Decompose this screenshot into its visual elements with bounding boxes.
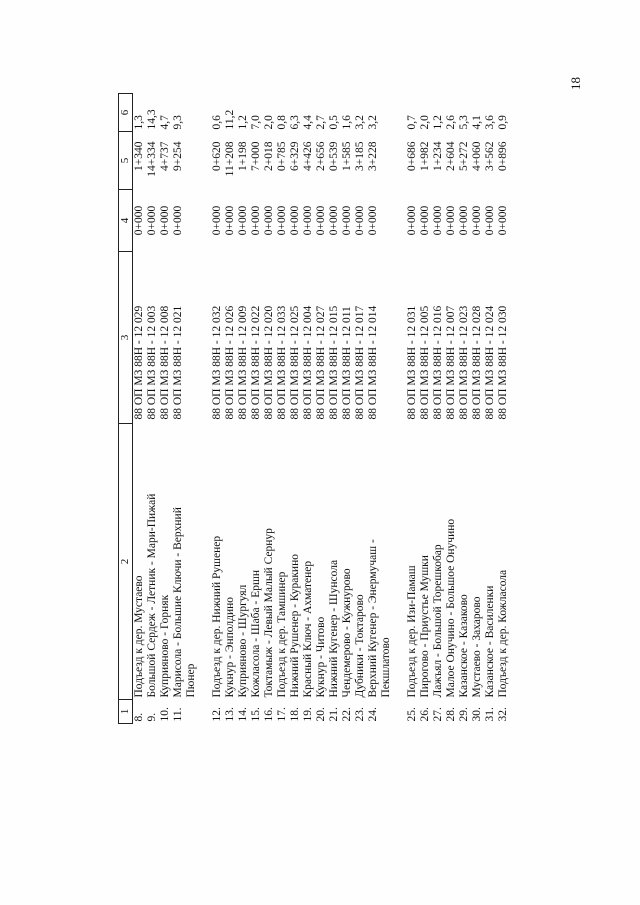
- road-code-cell: 88 ОП МЗ 88Н - 12 004: [302, 305, 314, 420]
- road-name-cell: Подъезд к дер. Тамшинер: [276, 571, 288, 698]
- row-number-cell: 15.: [250, 707, 262, 722]
- road-name-cell: Малое Онучино - Большое Онучино: [445, 518, 457, 698]
- road-code-cell: 88 ОП МЗ 88Н - 12 007: [445, 305, 457, 420]
- row-number-cell: 14.: [237, 707, 249, 722]
- start-km-cell: 0+000: [484, 205, 496, 236]
- road-name-cell: Подъезд к дер. Мустаево: [133, 575, 145, 698]
- start-km-cell: 0+000: [315, 205, 327, 236]
- table-row: [172, 94, 185, 724]
- length-km-cell: 14,3: [146, 109, 158, 130]
- row-number-cell: 28.: [445, 707, 457, 722]
- column-header: 5: [119, 132, 133, 190]
- length-km-cell: 4,1: [471, 115, 483, 130]
- road-code-cell: 88 ОП МЗ 88Н - 12 024: [484, 305, 496, 420]
- table-row: [133, 94, 147, 724]
- length-km-cell: 3,6: [484, 115, 496, 130]
- end-km-cell: 9+254: [172, 141, 184, 171]
- start-km-cell: [380, 190, 393, 252]
- road-code-cell: 88 ОП МЗ 88Н - 12 030: [497, 305, 509, 420]
- table-row: [237, 94, 250, 724]
- road-name-cell: Кожласола - Шаба - Ершн: [250, 570, 262, 698]
- road-code-cell: 88 ОП МЗ 88Н - 12 020: [263, 305, 275, 420]
- road-code-cell: [380, 252, 393, 424]
- road-name-cell: Токтамыж - Левый Малый Сернур: [263, 528, 275, 698]
- length-km-cell: 0,6: [211, 115, 223, 130]
- row-number-cell: [185, 700, 198, 724]
- start-km-cell: 0+000: [458, 205, 470, 236]
- road-name-cell: Мустаево - Захарово: [471, 596, 483, 698]
- start-km-cell: 0+000: [211, 205, 223, 236]
- start-km-cell: 0+000: [250, 205, 262, 236]
- column-header: 4: [119, 190, 133, 252]
- end-km-cell: 0+896: [497, 141, 509, 171]
- end-km-cell: 1+340: [133, 141, 145, 171]
- row-number-cell: 16.: [263, 707, 275, 722]
- start-km-cell: 0+000: [172, 205, 184, 236]
- spacer-row: [393, 94, 406, 724]
- end-km-cell: 4+737: [159, 141, 171, 171]
- end-km-cell: 2+604: [445, 141, 457, 171]
- road-code-cell: 88 ОП МЗ 88Н - 12 033: [276, 305, 288, 420]
- road-name-cell: Нижний Рушенер - Куракино: [289, 554, 301, 698]
- end-km-cell: 2+018: [263, 141, 275, 171]
- start-km-cell: 0+000: [133, 205, 145, 236]
- length-km-cell: [185, 94, 198, 132]
- road-code-cell: 88 ОП МЗ 88Н - 12 031: [406, 305, 418, 420]
- road-code-cell: 88 ОП МЗ 88Н - 12 015: [328, 305, 340, 420]
- start-km-cell: 0+000: [146, 205, 158, 236]
- row-number-cell: 32.: [497, 707, 509, 722]
- road-code-cell: 88 ОП МЗ 88Н - 12 009: [237, 305, 249, 420]
- row-number-cell: 29.: [458, 707, 470, 722]
- end-km-cell: 0+686: [406, 141, 418, 171]
- roads-table: [118, 93, 510, 724]
- length-km-cell: [380, 94, 393, 132]
- table-row: [211, 94, 224, 724]
- road-name-cell: Казанское - Василенки: [484, 585, 496, 698]
- column-header: 2: [119, 424, 133, 700]
- road-name-cell: Дубники - Токтарово: [354, 594, 366, 698]
- end-km-cell: 3+185: [354, 141, 366, 171]
- road-name-cell: Лажъял - Большой Торешкобар: [432, 544, 444, 698]
- row-number-cell: 13.: [224, 707, 236, 722]
- start-km-cell: 0+000: [159, 205, 171, 236]
- start-km-cell: 0+000: [419, 205, 431, 236]
- length-km-cell: 2,7: [315, 115, 327, 130]
- table-row: [289, 94, 302, 724]
- row-number-cell: 10.: [159, 707, 171, 722]
- road-name-cell: Казанское - Казаково: [458, 594, 470, 698]
- row-number-cell: 17.: [276, 707, 288, 722]
- column-header: 1: [119, 700, 133, 724]
- table-row: [276, 94, 289, 724]
- end-km-cell: 1+198: [237, 141, 249, 171]
- end-km-cell: 6+329: [289, 141, 301, 171]
- road-code-cell: 88 ОП МЗ 88Н - 12 017: [354, 305, 366, 420]
- end-km-cell: 0+620: [211, 141, 223, 171]
- road-code-cell: 88 ОП МЗ 88Н - 12 022: [250, 305, 262, 420]
- road-name-cell: Марисола - Большие Ключи - Верхний: [172, 507, 184, 698]
- table-row: [250, 94, 263, 724]
- table-row: [341, 94, 354, 724]
- length-km-cell: 7,0: [250, 115, 262, 130]
- start-km-cell: 0+000: [276, 205, 288, 236]
- start-km-cell: 0+000: [341, 205, 353, 236]
- road-code-cell: 88 ОП МЗ 88Н - 12 003: [146, 305, 158, 420]
- table-header-row: [119, 94, 133, 724]
- length-km-cell: 1,2: [432, 115, 444, 130]
- length-km-cell: 0,7: [406, 115, 418, 130]
- length-km-cell: 2,0: [419, 115, 431, 130]
- road-code-cell: 88 ОП МЗ 88Н - 12 005: [419, 305, 431, 420]
- road-code-cell: 88 ОП МЗ 88Н - 12 008: [159, 305, 171, 420]
- road-code-cell: 88 ОП МЗ 88Н - 12 021: [172, 305, 184, 420]
- start-km-cell: 0+000: [354, 205, 366, 236]
- table-row: [315, 94, 328, 724]
- end-km-cell: 3+562: [484, 141, 496, 171]
- end-km-cell: 4+426: [302, 141, 314, 171]
- road-code-cell: 88 ОП МЗ 88Н - 12 016: [432, 305, 444, 420]
- length-km-cell: 1,2: [237, 115, 249, 130]
- table-row: [367, 94, 380, 724]
- road-code-cell: 88 ОП МЗ 88Н - 12 028: [471, 305, 483, 420]
- row-number-cell: 23.: [354, 707, 366, 722]
- end-km-cell: 4+060: [471, 141, 483, 171]
- column-header: 6: [119, 94, 133, 132]
- road-code-cell: 88 ОП МЗ 88Н - 12 011: [341, 306, 353, 420]
- table-row-continuation: [185, 94, 198, 724]
- road-name-cell: Пирогово - Приустье Мушки: [419, 555, 431, 698]
- start-km-cell: 0+000: [367, 205, 379, 236]
- length-km-cell: 3,2: [354, 115, 366, 130]
- row-number-cell: 31.: [484, 707, 496, 722]
- length-km-cell: 4,4: [302, 115, 314, 130]
- table-row: [419, 94, 432, 724]
- end-km-cell: 1+982: [419, 141, 431, 171]
- length-km-cell: 0,5: [328, 115, 340, 130]
- row-number-cell: 25.: [406, 707, 418, 722]
- end-km-cell: 14+334: [146, 141, 158, 177]
- road-code-cell: [185, 252, 198, 424]
- road-name-cell: Подъезд к дер. Изи-Памаш: [406, 565, 418, 698]
- length-km-cell: 0,8: [276, 115, 288, 130]
- table-row: [458, 94, 471, 724]
- length-km-cell: 2,0: [263, 115, 275, 130]
- row-number-cell: 26.: [419, 707, 431, 722]
- end-km-cell: 0+539: [328, 141, 340, 171]
- start-km-cell: 0+000: [224, 205, 236, 236]
- table-row: [146, 94, 159, 724]
- road-code-cell: 88 ОП МЗ 88Н - 12 027: [315, 305, 327, 420]
- end-km-cell: 3+228: [367, 141, 379, 171]
- start-km-cell: 0+000: [302, 205, 314, 236]
- table-row: [302, 94, 315, 724]
- end-km-cell: 2+656: [315, 141, 327, 171]
- table-row: [471, 94, 484, 724]
- start-km-cell: 0+000: [432, 205, 444, 236]
- column-header: 3: [119, 252, 133, 424]
- length-km-cell: 2,6: [445, 115, 457, 130]
- table-row: [484, 94, 497, 724]
- row-number-cell: 22.: [341, 707, 353, 722]
- end-km-cell: 1+585: [341, 141, 353, 171]
- road-name-cell: Куприяново - Шургуял: [237, 584, 249, 698]
- start-km-cell: 0+000: [237, 205, 249, 236]
- road-name-cell: Верхний Кугенер - Энермучаш -: [367, 539, 379, 698]
- road-code-cell: 88 ОП МЗ 88Н - 12 032: [211, 305, 223, 420]
- length-km-cell: 3,2: [367, 115, 379, 130]
- row-number-cell: 20.: [315, 707, 327, 722]
- table-row: [354, 94, 367, 724]
- road-code-cell: 88 ОП МЗ 88Н - 12 026: [224, 305, 236, 420]
- row-number-cell: 24.: [367, 707, 379, 722]
- road-code-cell: 88 ОП МЗ 88Н - 12 025: [289, 305, 301, 420]
- table-body: [133, 94, 511, 724]
- end-km-cell: 1+234: [432, 141, 444, 171]
- length-km-cell: 1,3: [133, 115, 145, 130]
- length-km-cell: 5,3: [458, 115, 470, 130]
- end-km-cell: 0+785: [276, 141, 288, 171]
- row-number-cell: 9.: [146, 712, 158, 722]
- road-name-cell: Пекшлатово: [380, 637, 392, 698]
- road-name-cell: Подъезд к дер. Кожласола: [497, 569, 509, 698]
- road-name-cell: Куприяново - Горняк: [159, 594, 171, 698]
- length-km-cell: 4,7: [159, 115, 171, 130]
- table-row: [497, 94, 510, 724]
- table-row: [159, 94, 172, 724]
- road-code-cell: 88 ОП МЗ 88Н - 12 023: [458, 305, 470, 420]
- road-name-cell: Большой Сердеж - Летник - Мари-Пижай: [146, 493, 158, 698]
- row-number-cell: 8.: [133, 712, 145, 722]
- start-km-cell: 0+000: [497, 205, 509, 236]
- road-name-cell: Кукнур - Энполдино: [224, 596, 236, 698]
- end-km-cell: [380, 132, 393, 190]
- start-km-cell: 0+000: [263, 205, 275, 236]
- road-name-cell: Красный Ключ - Ахматенер: [302, 560, 314, 698]
- road-name-cell: Кукнур - Читово: [315, 616, 327, 698]
- row-number-cell: [380, 700, 393, 724]
- table-row: [432, 94, 445, 724]
- road-name-cell: Подъезд к дер. Нижний Рушенер: [211, 535, 223, 698]
- row-number-cell: 21.: [328, 707, 340, 722]
- row-number-cell: 12.: [211, 707, 223, 722]
- table-row: [224, 94, 237, 724]
- table-row-continuation: [380, 94, 393, 724]
- row-number-cell: 30.: [471, 707, 483, 722]
- row-number-cell: 27.: [432, 707, 444, 722]
- road-name-cell: Нижний Кугенер - Шунсола: [328, 559, 340, 698]
- length-km-cell: 1,6: [341, 115, 353, 130]
- roads-table-rotated: [118, 94, 570, 724]
- row-number-cell: 19.: [302, 707, 314, 722]
- length-km-cell: 0,9: [497, 115, 509, 130]
- length-km-cell: 9,3: [172, 115, 184, 130]
- end-km-cell: [185, 132, 198, 190]
- end-km-cell: 11+208: [224, 141, 236, 177]
- table-row: [445, 94, 458, 724]
- length-km-cell: 11,2: [224, 109, 236, 130]
- row-number-cell: 18.: [289, 707, 301, 722]
- road-code-cell: 88 ОП МЗ 88Н - 12 014: [367, 305, 379, 420]
- end-km-cell: 7+000: [250, 141, 262, 171]
- table-row: [328, 94, 341, 724]
- road-name-cell: Чендемерово - Кужнурово: [341, 568, 353, 698]
- start-km-cell: 0+000: [289, 205, 301, 236]
- table-row: [263, 94, 276, 724]
- start-km-cell: 0+000: [445, 205, 457, 236]
- table-row: [406, 94, 419, 724]
- start-km-cell: 0+000: [328, 205, 340, 236]
- spacer-row: [198, 94, 211, 724]
- start-km-cell: 0+000: [471, 205, 483, 236]
- length-km-cell: 6,3: [289, 115, 301, 130]
- row-number-cell: 11.: [172, 707, 184, 722]
- end-km-cell: 5+272: [458, 141, 470, 171]
- start-km-cell: 0+000: [406, 205, 418, 236]
- page-number: 18: [568, 77, 583, 90]
- road-name-cell: Пюнер: [185, 663, 197, 698]
- road-code-cell: 88 ОП МЗ 88Н - 12 029: [133, 305, 145, 420]
- start-km-cell: [185, 190, 198, 252]
